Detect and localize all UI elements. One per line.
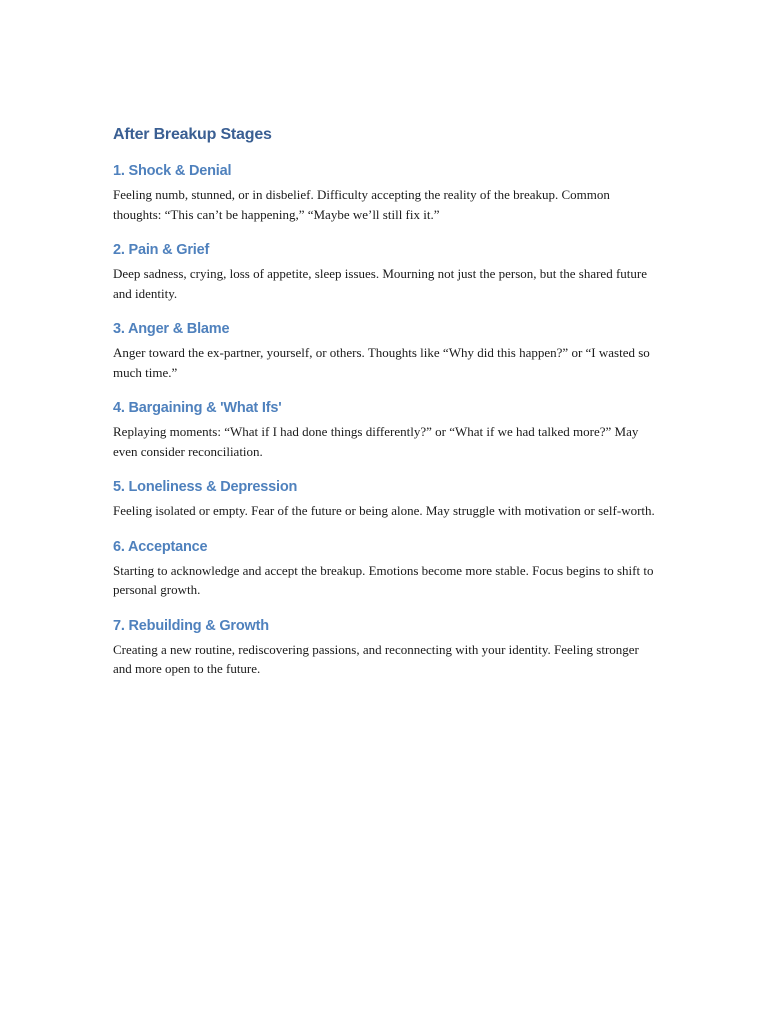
- document-title: After Breakup Stages: [113, 126, 272, 143]
- section-heading: 6. Acceptance: [113, 538, 208, 555]
- section-body: Starting to acknowledge and accept the breakup. Emotions become more stable. Focus begins to shift to personal growth.: [113, 562, 654, 597]
- section-rebuilding-growth: [113, 616, 658, 679]
- section-heading: 1. Shock & Denial: [113, 163, 232, 179]
- section-body: Creating a new routine, rediscovering passions, and reconnecting with your identity. Feeling stronger and more open to the future.: [113, 641, 639, 676]
- section-heading: 7. Rebuilding & Growth: [113, 617, 269, 634]
- section-heading: 5. Loneliness & Depression: [113, 479, 298, 495]
- section-shock-denial: [113, 161, 658, 224]
- section-loneliness-depression: [113, 477, 658, 521]
- section-anger-blame: [113, 319, 658, 382]
- section-body: Feeling isolated or empty. Fear of the future or being alone. May struggle with motivation or self-worth.: [113, 503, 655, 518]
- section-heading: 3. Anger & Blame: [113, 321, 230, 337]
- section-body: Anger toward the ex-partner, yourself, or others. Thoughts like “Why did this happen?” or “I wasted so much time.”: [113, 345, 650, 380]
- section-heading: 4. Bargaining & 'What Ifs': [113, 400, 282, 416]
- section-bargaining: [113, 398, 658, 461]
- section-pain-grief: [113, 240, 658, 303]
- section-body: Deep sadness, crying, loss of appetite, sleep issues. Mourning not just the person, but the shared future and identity.: [113, 266, 647, 301]
- section-acceptance: [113, 537, 658, 600]
- document-content: [113, 124, 658, 695]
- section-body: Feeling numb, stunned, or in disbelief. Difficulty accepting the reality of the breakup. Common thoughts: “This can’t be happening,” “Maybe we’ll still fix it.”: [113, 187, 610, 222]
- section-heading: 2. Pain & Grief: [113, 242, 210, 258]
- section-body: Replaying moments: “What if I had done things differently?” or “What if we had talked more?” May even consider reconciliation.: [113, 424, 639, 459]
